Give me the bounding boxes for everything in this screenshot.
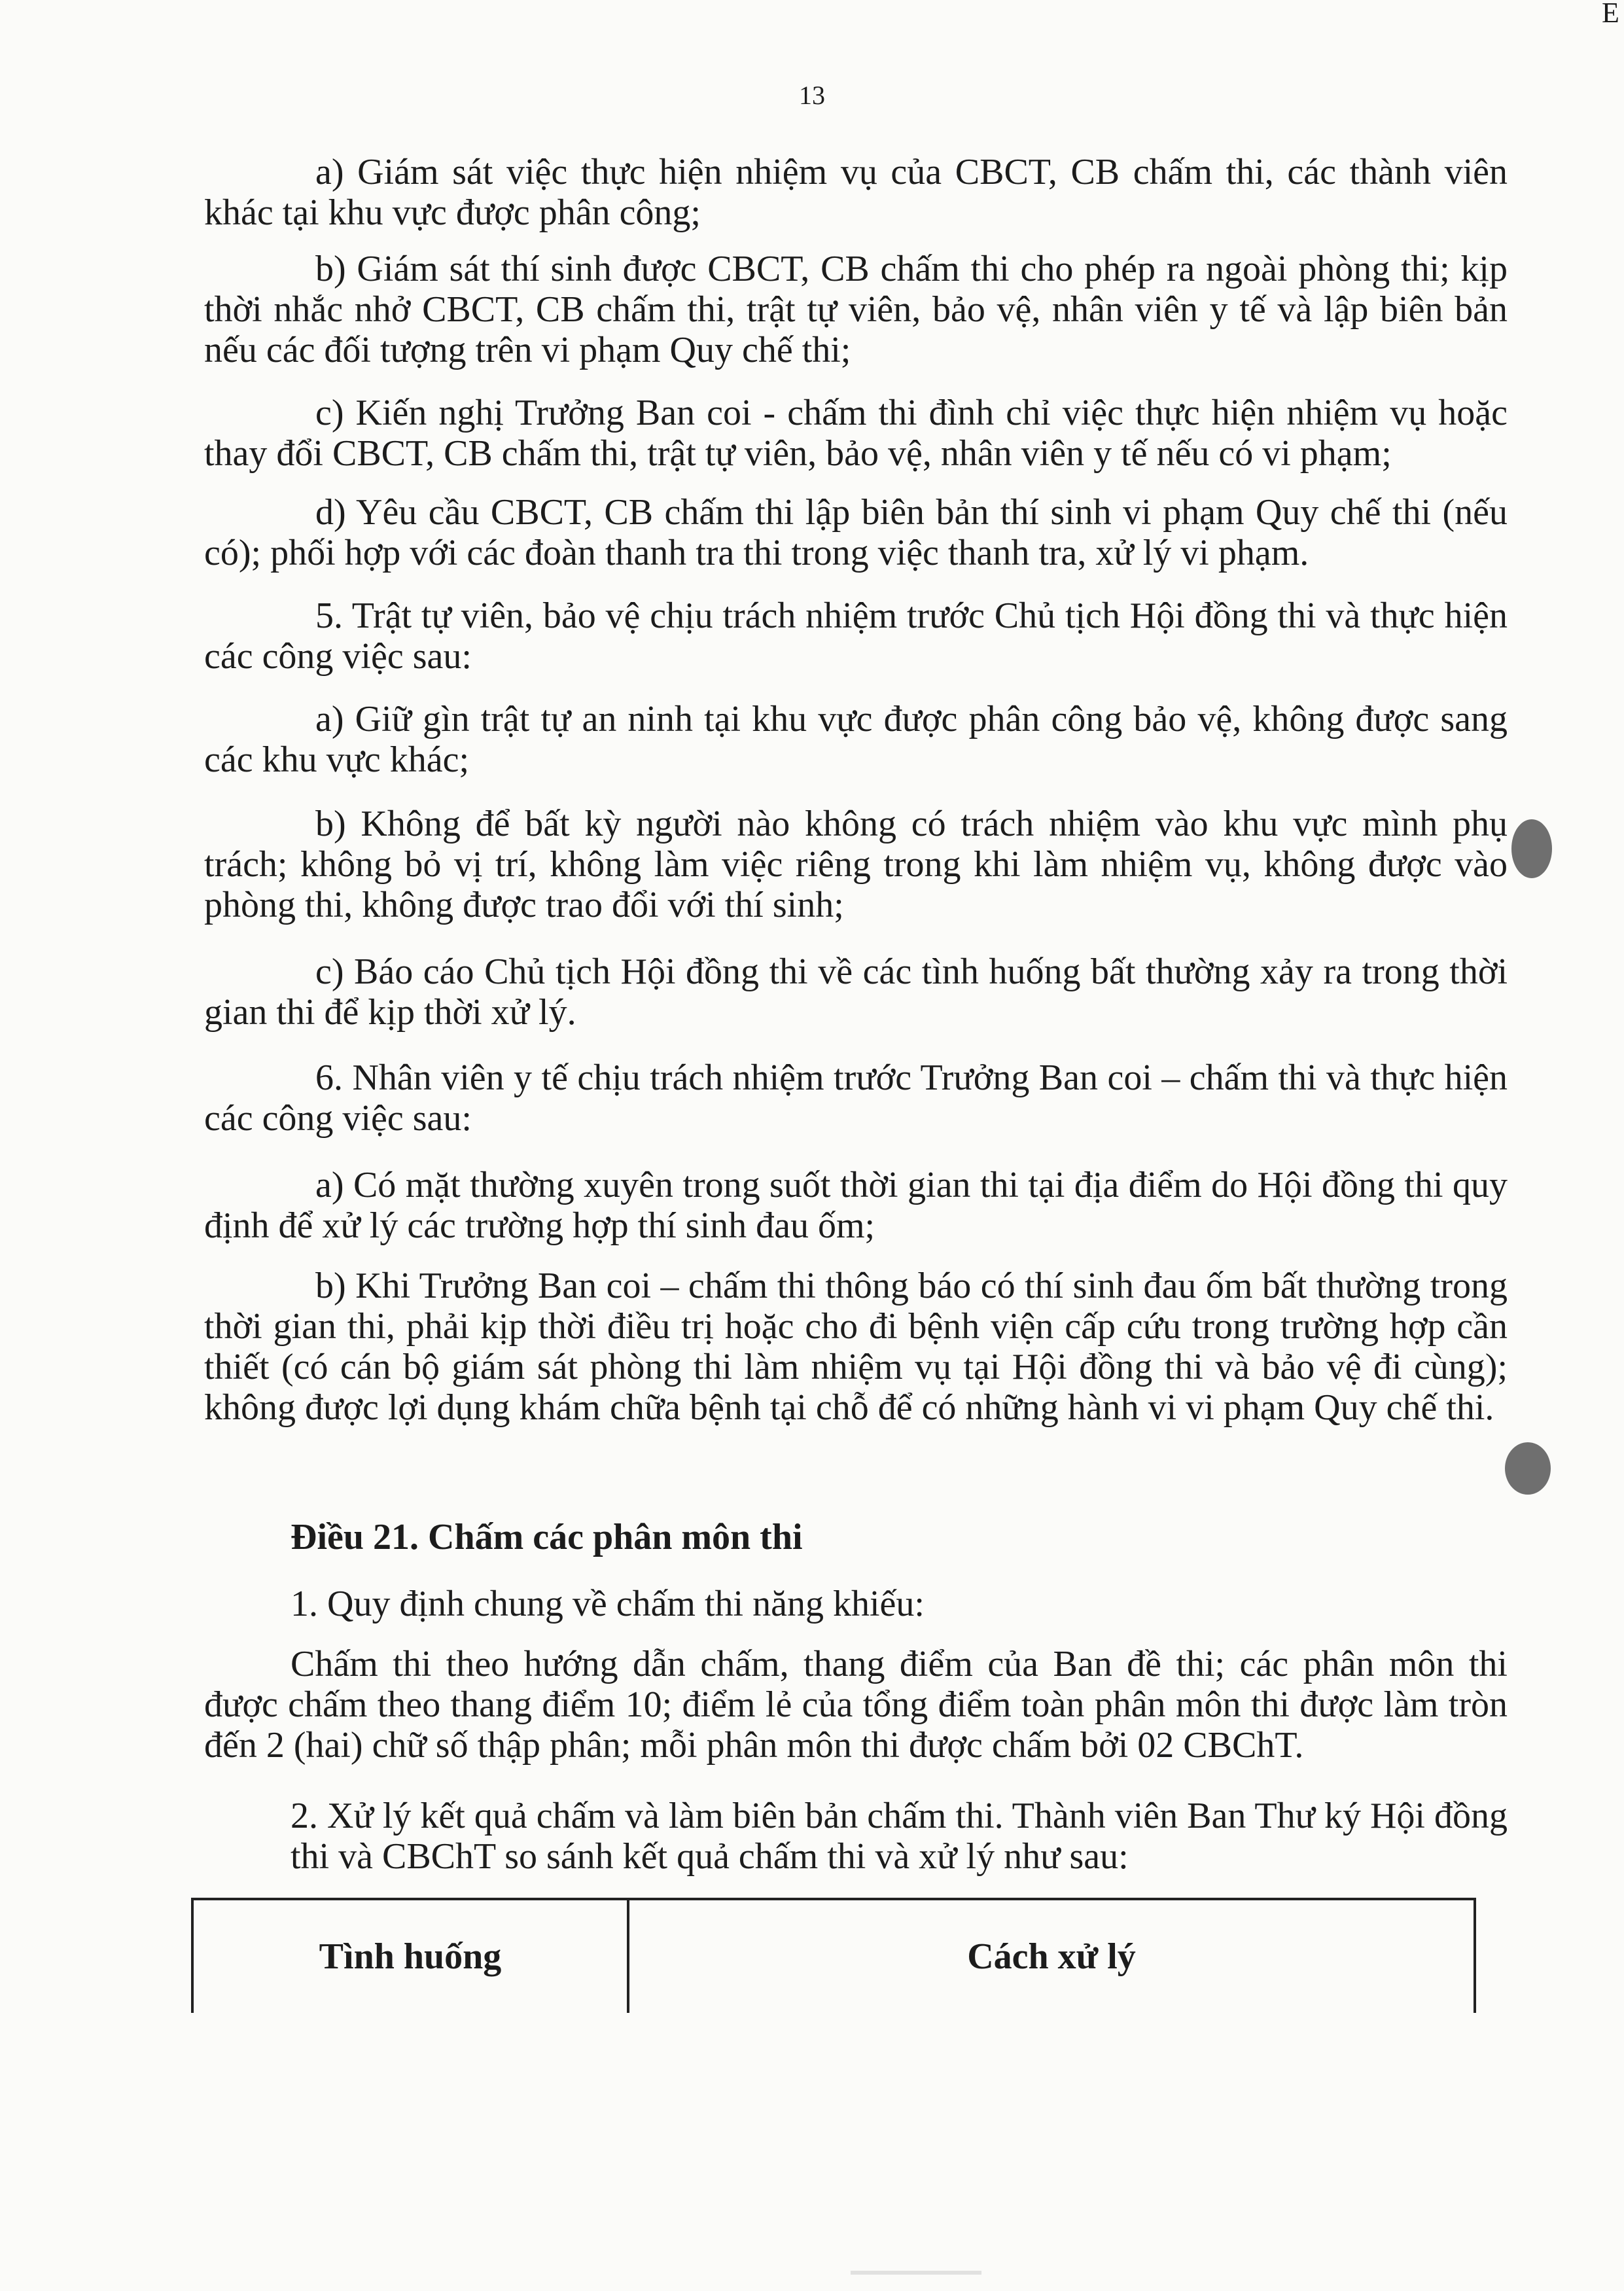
edge-mark: E	[1602, 0, 1619, 26]
paragraph-4d: d) Yêu cầu CBCT, CB chấm thi lập biên bản thí sinh vi phạm Quy chế thi (nếu có); phối hợp với các đoàn thanh tra thi trong việc thanh tra, xử lý vi phạm.	[204, 492, 1508, 573]
article-21-heading: Điều 21. Chấm các phân môn thi	[291, 1517, 803, 1557]
paragraph-4b: b) Giám sát thí sinh được CBCT, CB chấm thi cho phép ra ngoài phòng thi; kịp thời nhắc nhở CBCT, CB chấm thi, trật tự viên, bảo vệ, nhân viên y tế và lập biên bản nếu các đối tượng trên vi phạm Quy chế thi;	[204, 249, 1508, 370]
paragraph-4a: a) Giám sát việc thực hiện nhiệm vụ của CBCT, CB chấm thi, các thành viên khác tại khu vực được phân công;	[204, 152, 1508, 233]
clause-1: 1. Quy định chung về chấm thi năng khiếu:	[291, 1584, 925, 1624]
result-handling-table	[191, 1898, 1476, 2013]
table-header-situation: Tình huống	[192, 1899, 628, 2013]
paragraph-5b: b) Không để bất kỳ người nào không có trách nhiệm vào khu vực mình phụ trách; không bỏ vị trí, không làm việc riêng trong khi làm nhiệm vụ, không được vào phòng thi, không được trao đổi với thí sinh;	[204, 804, 1508, 925]
punch-hole-mark	[1511, 819, 1552, 878]
punch-hole-mark	[1505, 1442, 1551, 1495]
paragraph-5: 5. Trật tự viên, bảo vệ chịu trách nhiệm trước Chủ tịch Hội đồng thi và thực hiện các công việc sau:	[204, 595, 1508, 677]
paragraph-5c: c) Báo cáo Chủ tịch Hội đồng thi về các tình huống bất thường xảy ra trong thời gian thi để kịp thời xử lý.	[204, 951, 1508, 1033]
clause-1-body: Chấm thi theo hướng dẫn chấm, thang điểm của Ban đề thi; các phân môn thi được chấm theo thang điểm 10; điểm lẻ của tổng điểm toàn phân môn thi được làm tròn đến 2 (hai) chữ số thập phân; mỗi phân môn thi được chấm bởi 02 CBChT.	[204, 1644, 1508, 1766]
paragraph-4c: c) Kiến nghị Trưởng Ban coi - chấm thi đình chỉ việc thực hiện nhiệm vụ hoặc thay đổi CBCT, CB chấm thi, trật tự viên, bảo vệ, nhân viên y tế nếu có vi phạm;	[204, 393, 1508, 474]
page-number: 13	[799, 80, 825, 110]
paragraph-6: 6. Nhân viên y tế chịu trách nhiệm trước Trưởng Ban coi – chấm thi và thực hiện các công việc sau:	[204, 1057, 1508, 1139]
paragraph-6b: b) Khi Trưởng Ban coi – chấm thi thông báo có thí sinh đau ốm bất thường trong thời gian thi, phải kịp thời điều trị hoặc cho đi bệnh viện cấp cứu trong trường hợp cần thiết (có cán bộ giám sát phòng thi làm nhiệm vụ tại Hội đồng thi và bảo vệ đi cùng); không được lợi dụng khám chữa bệnh tại chỗ để có những hành vi vi phạm Quy chế thi.	[204, 1266, 1508, 1428]
scan-artifact	[851, 2271, 981, 2275]
paragraph-6a: a) Có mặt thường xuyên trong suốt thời gian thi tại địa điểm do Hội đồng thi quy định để xử lý các trường hợp thí sinh đau ốm;	[204, 1165, 1508, 1246]
table-header-handling: Cách xử lý	[628, 1899, 1475, 2013]
clause-2: 2. Xử lý kết quả chấm và làm biên bản chấm thi. Thành viên Ban Thư ký Hội đồng thi và CBChT so sánh kết quả chấm thi và xử lý như sau:	[291, 1796, 1508, 1877]
table-header-row	[192, 1899, 1475, 2013]
paragraph-5a: a) Giữ gìn trật tự an ninh tại khu vực được phân công bảo vệ, không được sang các khu vực khác;	[204, 699, 1508, 780]
